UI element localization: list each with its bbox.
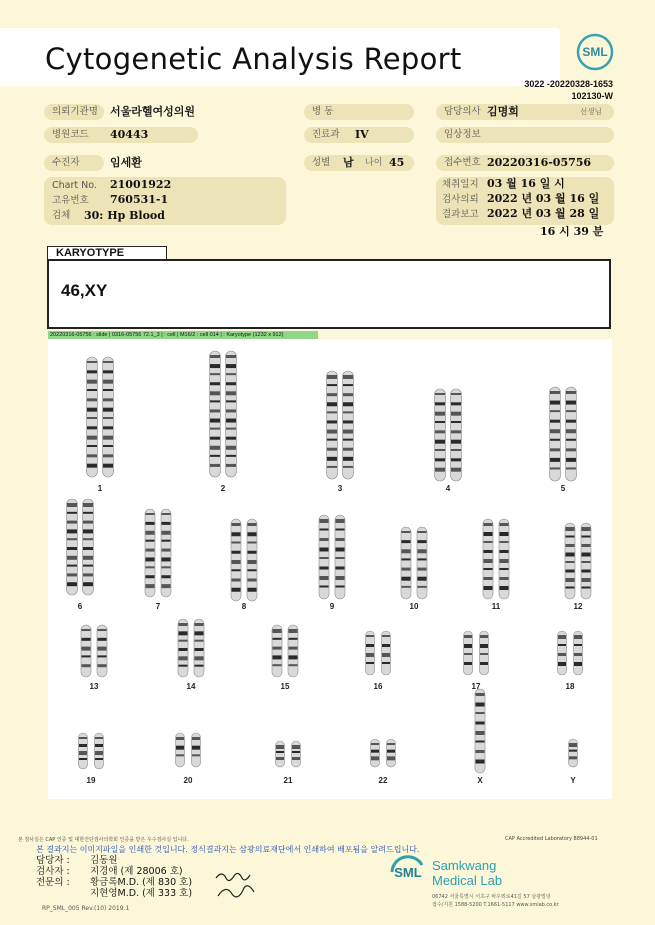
chromosome-10 [417, 527, 427, 599]
phone-line: 접수/지원 1588-5200 T.1661-5117 www.smlab.co.kr [432, 902, 559, 908]
chromosome-9 [335, 515, 345, 599]
chromosome-22 [387, 739, 396, 767]
request-value: 2022 년 03 월 16 일 [487, 192, 600, 205]
chromosome-9 [319, 515, 329, 599]
chromosome-label-4: 4 [445, 484, 451, 493]
doctor-suffix: 선생님 [580, 107, 602, 116]
chromosome-label-12: 12 [573, 602, 583, 611]
chromosome-X [475, 689, 485, 773]
chart-label: Chart No. [52, 180, 97, 191]
receipt-value: 20220316-05756 [487, 156, 592, 169]
sex-label: 성별 [304, 155, 414, 171]
staff-value-2: 지경애 (제 28006 호) [90, 866, 183, 877]
chromosome-label-X: X [477, 776, 483, 785]
sex-value: 남 [343, 156, 354, 169]
chromosome-3 [343, 371, 354, 479]
chromosome-label-2: 2 [220, 484, 226, 493]
request-label: 검사의뢰 [442, 194, 479, 205]
chromosome-label-Y: Y [570, 776, 576, 785]
chromosome-label-6: 6 [77, 602, 83, 611]
staff-value-3: 황금록M.D. (제 830 호) [90, 877, 193, 888]
chromosome-7 [145, 509, 155, 597]
chromosome-16 [366, 631, 375, 675]
chromosome-8 [231, 519, 241, 601]
hospital-value: 서울라헬여성의원 [110, 105, 196, 118]
brand-name [432, 858, 502, 888]
collect-label: 채취일지 [442, 179, 479, 190]
samkwang-logo-icon [386, 852, 430, 892]
report-title: Cytogenetic Analysis Report [45, 42, 462, 76]
notice-text: 본 결과지는 이미지파일을 인쇄한 것입니다. 정식결과지는 삼광의료재단에서 인쇄하여 배포됨을 알려드립니다. [36, 845, 420, 854]
chromosome-label-13: 13 [89, 682, 99, 691]
chromosome-6 [67, 499, 78, 595]
chromosome-21 [292, 741, 301, 767]
chromosome-22 [371, 739, 380, 767]
ward-label: 병 동 [304, 104, 414, 120]
chromosome-4 [435, 389, 446, 481]
karyotype-value: 46,XY [61, 281, 108, 300]
chromosome-12 [581, 523, 591, 599]
karyotype-tab: KARYOTYPE [47, 246, 167, 259]
chromosome-6 [83, 499, 94, 595]
dept-value: IV [355, 128, 369, 141]
chromosome-3 [327, 371, 338, 479]
staff-value-1: 김동원 [90, 855, 118, 866]
age-label: 나이 [365, 158, 383, 168]
chromosome-label-15: 15 [280, 682, 290, 691]
staff-label-2: 검사자 : [36, 866, 70, 877]
samkwang-logo-text: SML [394, 865, 422, 880]
chromosome-label-3: 3 [337, 484, 343, 493]
chromosome-21 [276, 741, 285, 767]
id-value: 760531-1 [110, 193, 169, 206]
chromosome-label-9: 9 [329, 602, 335, 611]
clinical-label: 임상정보 [436, 127, 614, 143]
chromosome-14 [194, 619, 204, 677]
chromosome-2 [226, 351, 237, 477]
chromosome-8 [247, 519, 257, 601]
chromosome-label-22: 22 [378, 776, 388, 785]
chromosome-7 [161, 509, 171, 597]
id-label: 고유번호 [52, 195, 89, 206]
image-caption: 20220316-05756 : slide | 0316-05756 72.1_3 | : cell | M16/2 : cell 014 | : Karyotype (1232 x 912) [48, 331, 318, 339]
karyotype-box [47, 259, 611, 329]
chromosome-13 [97, 625, 107, 677]
chromosome-18 [574, 631, 583, 675]
hospcode-value: 40443 [110, 128, 149, 141]
chromosome-label-5: 5 [560, 484, 566, 493]
chromosome-label-18: 18 [565, 682, 575, 691]
chromosome-label-20: 20 [183, 776, 193, 785]
doctor-label: 담당의사 [436, 104, 614, 120]
karyogram-image [48, 339, 612, 799]
sml-logo-icon [575, 32, 615, 72]
chromosome-4 [451, 389, 462, 481]
specimen-label: 검체 [52, 210, 71, 221]
chromosome-20 [192, 733, 201, 767]
chromosome-label-8: 8 [241, 602, 247, 611]
patient-value: 임세환 [110, 156, 142, 169]
chromosome-15 [288, 625, 298, 677]
chromosome-label-17: 17 [471, 682, 481, 691]
chromosome-1 [87, 357, 98, 477]
signature-icon [212, 866, 262, 904]
result-value: 2022 년 03 월 28 일 [487, 207, 600, 220]
form-code: RP_SML_005 Rev.(10) 2019.1 [42, 905, 130, 912]
chromosome-20 [176, 733, 185, 767]
specimen-value: 30: Hp Blood [84, 209, 165, 222]
result-label: 결과보고 [442, 209, 479, 220]
chromosome-17 [480, 631, 489, 675]
chromosome-5 [566, 387, 577, 481]
accreditation-note: 본 검사실은 CAP 인증 및 대한진단검사의학회 인증을 받은 우수검사실 입니다. [18, 837, 189, 843]
result-time: 16 시 39 분 [540, 225, 604, 238]
chromosome-label-7: 7 [155, 602, 161, 611]
brand-line-2: Medical Lab [432, 873, 503, 888]
chromosome-label-1: 1 [97, 484, 103, 493]
chromosome-14 [178, 619, 188, 677]
chromosome-19 [95, 733, 104, 769]
collect-value: 03 월 16 일 시 [487, 177, 565, 190]
chromosome-label-11: 11 [491, 602, 501, 611]
chromosome-2 [210, 351, 221, 477]
chromosome-label-10: 10 [409, 602, 419, 611]
chromosome-1 [103, 357, 114, 477]
chromosome-18 [558, 631, 567, 675]
chromosome-13 [81, 625, 91, 677]
sml-logo-text: SML [582, 45, 608, 59]
cap-note: CAP Accredited Laboratory 88944-01 [505, 836, 598, 842]
chromosome-16 [382, 631, 391, 675]
chromosome-label-14: 14 [186, 682, 196, 691]
chromosome-Y [569, 739, 578, 767]
karyogram-svg [48, 339, 612, 799]
staff-label-1: 담당자 : [36, 855, 70, 866]
chromosome-11 [483, 519, 493, 599]
report-number-line1: 3022 -20220328-1653 [524, 79, 613, 89]
address-line: 06742 서울특별시 서초구 바우뫼로41길 57 삼광빌딩 [432, 894, 551, 900]
dept-label: 진료과 [304, 127, 414, 143]
doctor-value: 김명희 [487, 105, 519, 118]
brand-line-1: Samkwang [432, 858, 497, 873]
staff-label-3: 전문의 : [36, 877, 70, 888]
chromosome-label-16: 16 [373, 682, 383, 691]
age-value: 45 [389, 156, 405, 169]
chromosome-15 [272, 625, 282, 677]
staff-value-4: 지현영M.D. (제 333 호) [90, 888, 193, 899]
chart-value: 21001922 [110, 178, 172, 191]
hospital-label: 의뢰기관명 [44, 104, 104, 120]
report-number [524, 78, 613, 102]
chromosome-11 [499, 519, 509, 599]
chromosome-17 [464, 631, 473, 675]
lab-address [432, 893, 559, 909]
patient-label: 수진자 [44, 155, 104, 171]
chromosome-5 [550, 387, 561, 481]
hospcode-label: 병원코드 [44, 127, 198, 143]
receipt-label: 접수번호 [436, 155, 614, 171]
chromosome-label-19: 19 [86, 776, 96, 785]
chromosome-19 [79, 733, 88, 769]
chromosome-12 [565, 523, 575, 599]
chromosome-label-21: 21 [283, 776, 293, 785]
chromosome-10 [401, 527, 411, 599]
report-number-line2: 102130-W [571, 91, 613, 101]
